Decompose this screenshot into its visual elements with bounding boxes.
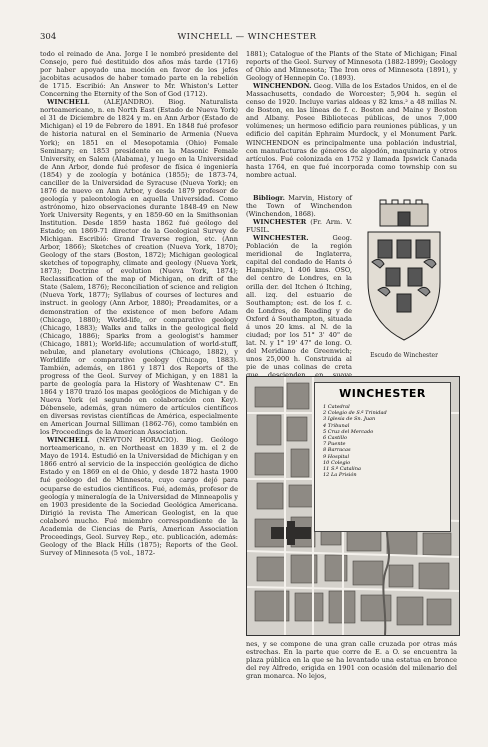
legend-item: 11 S.ª Catalina: [323, 466, 361, 473]
entry-winchell-newton: [40, 436, 238, 557]
entry-head: WINCHESTER.: [253, 234, 309, 243]
entry-head: WINCHESTER: [253, 218, 307, 227]
map-title: WINCHESTER: [339, 387, 426, 400]
entry-head: WINCHELL: [47, 98, 90, 107]
entry-body: (NEWTON HORACIO). Biog. Geólogo norteamericano, n. en Northeast en 1839 y m. el 2 de Mayo de 1914. Estudió en la Universidad de Michigan y en 1866 entró al servicio de la inspección geológica de dicho Estado y en 1869 en el de Ohio, y desde 1872 hasta 1900 fué geólogo del de Minnesota, cuyo cargo dejó para ocuparse de estudios científicos. Fué, además, profesor de geología y mineralogía de la Universidad de Minneapolis y en 1903 presidente de la Sociedad Geológica Americana. Dirigió la revista The American Geologist, en la que colaboró mucho. Fué miembro correspondiente de la Academia de Ciencias de París, American Association Proceedings, Geol. Survey Rep., etc. publicación, además: Geology of the Black Hills (1875); Reports of the Geol. Survey of Minnesota (5 vol., 1872-: [40, 436, 238, 557]
legend-item: 3 Iglesia de Sn. Juan: [323, 416, 376, 423]
entry-winchester-arm: [246, 218, 352, 234]
entry-body: Geog. Población de la región meridional de Inglaterra, capital del condado de Hants ó Hampshire, 1 406 kms. OSO, del centro de Londres, en la orilla der. del Itchen ó Itching, all. izq. del estuario de Southampton; est. de los f. c. de Londres, de Reading y de Oxford á Southampton, situada á unos 20 kms. al N. de la ciudad; por los 51° 3' 40" de lat. N. y 1° 19' 47" de long. O. del Meridiano de Greenwich; unos 25,000 h. Construida al pie de unas colinas de creta: [246, 234, 352, 371]
right-column-bottom: [246, 640, 457, 728]
paragraph-intro: todo el reinado de Ana. Jorge I le nombró presidente del Consejo, pero fué destituido dos años más tarde (1716) por haber apoyado una moción en favor de los jefes jacobitas acusados de haber tomado parte en la rebelión de 1715. Escribió: An Answer to Mr. Whiston's Letter Concerning the Eternity of the Son of God (1712).: [40, 50, 238, 99]
legend-list: [323, 404, 450, 478]
legend-item: 2 Colegio de S.ª Trinidad: [323, 410, 387, 417]
paragraph-continued: nes, y se compone de una gran calle cruzada por otras más estrechas. En la parte que corre de E. a O. se encuentra la plaza pública en la que se ha levantado una estatua en bronce del rey Alfredo, erigida en 1901 con ocasión del milenario del gran monarca. No lejos,: [246, 640, 457, 681]
right-column-top: [246, 50, 457, 194]
entry-bibliography: [246, 194, 352, 218]
running-title: WINCHELL — WINCHESTER: [177, 32, 317, 42]
running-header: [40, 32, 454, 44]
entry-head: WINCHELL: [47, 436, 90, 445]
map-legend: [314, 382, 451, 532]
entry-winchendon: [246, 82, 457, 179]
legend-item: 5 Cruz del Mercado: [323, 428, 374, 435]
entry-body: Geog. Villa de los Estados Unidos, en el de Massachusetts, condado de Worcester; 5,904 h. según el censo de 1920. Incluye varias aldeas y 82 kms.² a 48 millas N. de Boston, en las líneas de f. c. Boston and Maine y Boston and Albany. Posee Bibliotecas públicas, de unos 7,000 volúmenes; un hermoso edificio para reuniones públicas, y un edificio del capitán Ephraim Murdock, y el Monument Park. WINCHENDON es principalmente una población industrial, con manufacturas de géneros de algodón, maquinaria y otros artículos. Fué colonizada en 1752 y llamada Ipswick Canada hasta 1764, en que fué incorporada como township con su nombre actual.: [246, 82, 457, 179]
entry-body: (ALEJANDRO). Biog. Naturalista norteamericano, n. en North East (Estado de Nueva York) el 31 de Diciembre de 1824 y m. en Ann Arbor (Estado de Michigan) el 19 de Febrero de 1891. En 1848 fué profesor de historia natural en el Seminario de Armenia (Nueva York); en 1851 en el Mesopotamia (Ohio) Female Seminary; en 1853 presidente en la Masonic Female University, en Salem (Alabama), y luego en la Universidad de Ann Arbor, donde fué profesor de física é ingeniería (1854) y de zoología y botánica (1855); de 1873-74, canciller de la Universidad de Syracuse (Nueva York); en 1876 de nuevo en Ann Arbor, y desde 1879 profesor de geología y paleontología en aquella Universidad. Como astrónomo, hizo observaciones durante 1848-49 en New York University Regents, y en 1859-60 en la Smithsonian Institution. Desde 1859 hasta 1862 fué geólogo del Estado; en 1869-71 director de la Geological Survey de Michigan. Escribió: Grand Traverse region, etc. (Ann Arbor, 1866); Sketches of creation (Nueva York, 1870); Geology of the stars (Boston, 1872); Michigan geological sketches of topography, climate and geology (Nueva York, 1873); Doctrine of evolution (Nueva York, 1874); Reclassification of the map of Michigan, on drift of the State (Salem, 1876); Reconciliation of science and religion (Nueva York, 1877); Syllabus of courses of lectures and instruct. in geology (Ann Arbor, 1880); Preadamites, or a demonstration of the existence of men before Adam (Chicago, 1880); World-life, or comparative geology (Chicago, 1883); Walks and talks in the geological field (Chicago, 1886); Sparks from a geologist's hammer (Chicago, 1881); World-life; accumulation of world-stuff, nebulæ, and planetary evolutions (Chicago, 1882), y Worldlife or comparative geology (Chicago, 1883). También, además, en 1861 y 1871 dos Reports of the progress of the Geol. Survey of Michigan, y en 1881 la parte de geología para la History of Washtenaw C°. En 1864 y 1870 trazó los mapas geológicos de Michigan y de Nueva York (el segundo en colaboración con Key). Débensele, además, gran número de artículos científicos en diversas revistas científicas de América, especialmente en American Journal Silliman (1862-76), como también en los Proceedings de la American Association.: [40, 98, 238, 437]
entry-winchell-alejandro: [40, 98, 238, 436]
legend-item: 7 Puente: [323, 441, 346, 448]
legend-item: 9 Hospital: [323, 453, 350, 460]
entry-body: Marvin, History of the Town of Winchendon (Winchendon, 1868).: [246, 194, 352, 219]
entry-head: Bibliogr.: [253, 194, 285, 202]
coat-of-arms-icon: [358, 198, 450, 348]
entry-body: (Fr. Arm. V. FUSIL.: [246, 218, 352, 235]
coat-of-arms-caption: Escudo de Winchester: [370, 352, 438, 359]
right-column-narrow: [246, 194, 352, 369]
legend-item: 12 La Prisión: [323, 472, 357, 479]
legend-item: 1 Catedral: [323, 404, 350, 410]
page-number: 304: [40, 32, 57, 42]
legend-item: 10 Colegio: [323, 459, 351, 466]
left-column: [40, 50, 238, 727]
paragraph-continued: 1881); Catalogue of the Plants of the State of Michigan; Final reports of the Geol. Survey of Minnesota (1882-1899); Geology of Ohio and Minnesota; The Iron ores of Minnesota (1891), y Geology of Hennepin Co. (1893).: [246, 50, 457, 83]
legend-item: 8 Barracas: [323, 447, 351, 454]
legend-item: 4 Tribunal: [323, 422, 350, 429]
legend-item: 6 Castillo: [323, 435, 347, 442]
entry-head: WINCHENDON.: [253, 82, 312, 91]
